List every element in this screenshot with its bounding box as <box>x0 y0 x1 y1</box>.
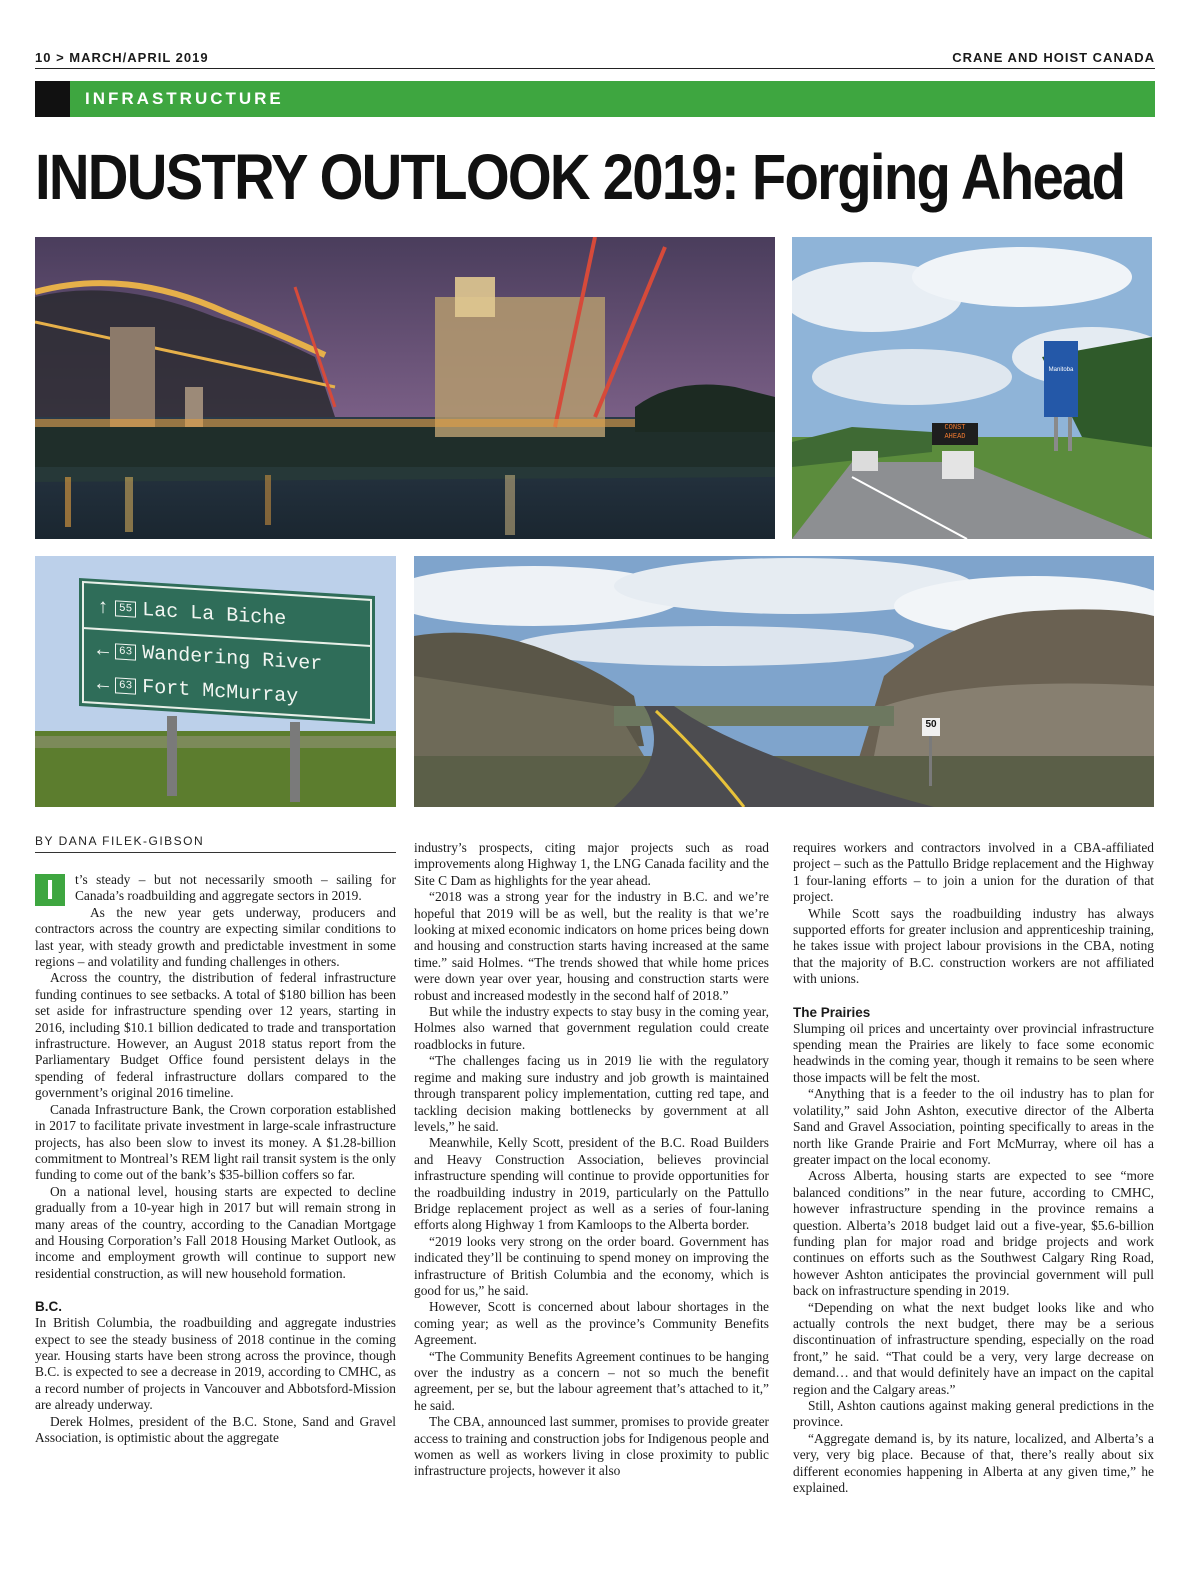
drop-cap: I <box>35 874 65 906</box>
arrow-up-icon: ↑ <box>97 595 110 620</box>
body-paragraph: As the new year gets underway, producers and contractors across the country are expecting similar conditions to last year, with steady growth and predictable investment in some regions – and volatility and funding challenges in others. <box>35 904 396 970</box>
article-column-2 <box>414 840 769 1480</box>
body-paragraph: Derek Holmes, president of the B.C. Stone, Sand and Gravel Association, is optimistic about the aggregate <box>35 1413 396 1445</box>
sign-place: Wandering River <box>142 641 323 676</box>
section-block <box>35 81 70 117</box>
highway-sign-rows <box>97 583 377 717</box>
body-paragraph: “Aggregate demand is, by its nature, localized, and Alberta’s a very, very big place. Because of that, there’s really about six different economies happening in Alberta at any given time,” he explained. <box>793 1430 1154 1496</box>
body-paragraph: Meanwhile, Kelly Scott, president of the B.C. Road Builders and Heavy Construction Association, believes provincial infrastructure spending will continue to provide opportunities for the roadbuilding industry in 2019, particularly on the Pattullo Bridge replacement project as well as a series of four-laning efforts along Highway 1 from Kamloops to the Alberta border. <box>414 1135 769 1233</box>
publication-name: CRANE AND HOIST CANADA <box>952 50 1155 65</box>
body-paragraph: However, Scott is concerned about labour shortages in the coming year; as well as the province’s Community Benefits Agreement. <box>414 1299 769 1348</box>
section-bar <box>35 81 1155 117</box>
body-paragraph: The CBA, announced last summer, promises to provide greater access to training and construction jobs for Indigenous people and women as well as workers living in close proximity to public infrastructure projects, however it also <box>414 1414 769 1479</box>
lead-text: t’s steady – but not necessarily smooth – sailing for Canada’s roadbuilding and aggregate sectors in 2019. <box>75 872 396 904</box>
photo-highway-sign <box>35 556 396 807</box>
body-paragraph: Still, Ashton cautions against making general predictions in the province. <box>793 1398 1154 1430</box>
body-paragraph: On a national level, housing starts are expected to decline gradually from a 10-year high in 2017 but will remain strong in many areas of the country, according to the Canadian Mortgage and Housing Corporation’s Fall 2018 Housing Market Outlook, as income and employment growth will continue to support new residential construction, as will new household formation. <box>35 1183 396 1281</box>
body-paragraph: industry’s prospects, citing major projects such as road improvements along Highway 1, the LNG Canada facility and the Site C Dam as highlights for the year ahead. <box>414 840 769 888</box>
byline: BY DANA FILEK-GIBSON <box>35 834 205 848</box>
body-paragraph: Canada Infrastructure Bank, the Crown corporation established in 2017 to facilitate private investment in large-scale infrastructure projects, has also been slow to invest its money. A $1.28-billion commitment to Montreal’s REM light rail transit system is the only funding to come out of the bank’s $35-billion coffers so far. <box>35 1101 396 1183</box>
sign-place: Lac La Biche <box>142 598 287 631</box>
body-paragraph: In British Columbia, the roadbuilding and aggregate industries expect to see the steady business of 2018 continue in the coming year. Housing starts have been strong across the province, though B.C. is expected to see a decrease in 2019, according to CMHC, as a record number of projects in Vancouver and Abbotsford-Mission are already underway. <box>35 1315 396 1413</box>
sign-place: Fort McMurray <box>142 675 299 709</box>
byline-divider <box>35 852 396 853</box>
article-column-1 <box>35 872 396 1446</box>
section-label: INFRASTRUCTURE <box>85 89 284 108</box>
arrow-left-icon: ← <box>97 638 110 663</box>
body-paragraph: “2018 was a strong year for the industry in B.C. and we’re hopeful that 2019 will be as well, but the reality is that we’re looking at mixed economic indicators on home prices being down and housing and construction starts having increased at the same time.” said Holmes. “The trends showed that while home prices were down year over year, housing and construction starts were robust and increased modestly in the second half of 2018.” <box>414 889 769 1003</box>
subheading-prairies: The Prairies <box>793 1004 871 1020</box>
lead-paragraph <box>35 872 396 905</box>
body-paragraph: “Anything that is a feeder to the oil industry has to plan for volatility,” said John Ashton, executive director of the Alberta Sand and Gravel Association, pointing specifically to areas in the north like Grande Prairie and Fort McMurray, where oil has a greater impact on the local economy. <box>793 1086 1154 1167</box>
body-paragraph: While Scott says the roadbuilding industry has always supported efforts for greater inclusion and apprenticeship training, he takes issue with project labour provisions in the CBA, noting that the majority of B.C. construction workers are not affiliated with unions. <box>793 905 1154 987</box>
construction-ahead-sign-text: CONST AHEAD <box>944 424 966 441</box>
body-paragraph: But while the industry expects to stay busy in the coming year, Holmes also warned that government regulation could create roadblocks in future. <box>414 1004 769 1052</box>
subheading-bc: B.C. <box>35 1299 62 1315</box>
body-paragraph: Across the country, the distribution of federal infrastructure funding continues to see setbacks. A total of $180 billion has been set aside for infrastructure spending over 12 years, starting in 2016, including $10.1 billion dedicated to trade and transportation infrastructure. However, an August 2018 status report from the Parliamentary Budget Office found persistent delays in the spending of federal infrastructure dollars compared to the government’s original 2016 timeline. <box>35 970 396 1101</box>
body-paragraph: requires workers and contractors involved in a CBA-affiliated project – such as the Pattullo Bridge replacement and the Highway 1 four-laning efforts – to join a union for the duration of that project. <box>793 840 1154 905</box>
arrow-left-icon: ← <box>97 672 110 697</box>
body-paragraph: “The challenges facing us in 2019 lie with the regulatory regime and making sure industry and job growth is maintained through transparent policy implementation, cutting red tape, and tackling decision making bottlenecks by government at all levels,” he said. <box>414 1053 769 1134</box>
photo-bridge-construction <box>35 237 775 539</box>
speed-limit-sign: 50 <box>925 719 937 730</box>
page-issue: 10 > MARCH/APRIL 2019 <box>35 50 209 65</box>
headline: INDUSTRY OUTLOOK 2019: Forging Ahead <box>35 141 1125 213</box>
route-shield: 63 <box>115 677 136 694</box>
body-paragraph: Slumping oil prices and uncertainty over provincial infrastructure spending mean the Prairies are likely to face some economic headwinds in the coming year, though it remains to be seen where those impacts will be felt the most. <box>793 1020 1154 1085</box>
manitoba-sign-text: Manitoba <box>1048 367 1074 373</box>
body-paragraph: “Depending on what the next budget looks like and who actually controls the next budget, there may be a serious discontinuation of infrastructure spending, especially on the road front,” he said. “That could be a very, very large decrease on demand… and that would definitely have an impact on the capital region and the Calgary areas.” <box>793 1299 1154 1397</box>
header-divider <box>35 68 1155 69</box>
body-paragraph: “The Community Benefits Agreement continues to be hanging over the industry as a concern – not so much the benefit agreement, per se, but the labour agreement that’s attached to it,” he said. <box>414 1348 769 1413</box>
body-paragraph: Across Alberta, housing starts are expected to see “more balanced conditions” in the near future, according to CMHC, however infrastructure spending in the province remains a question. Alberta’s 2018 budget laid out a five-year, $5.6-billion funding plan for major road and bridge projects and work continues on efforts such as the Southwest Calgary Ring Road, however Ashton anticipates the provincial government will pull back on infrastructure spending in 2019. <box>793 1168 1154 1299</box>
body-paragraph: “2019 looks very strong on the order board. Government has indicated they’ll be continuing to spend money on improving the infrastructure of British Columbia and the economy, which is good for us,” he said. <box>414 1233 769 1298</box>
article-column-3 <box>793 840 1154 1496</box>
photo-badlands-road <box>414 556 1154 807</box>
route-shield: 63 <box>115 643 136 660</box>
route-shield: 55 <box>115 600 136 617</box>
photo-manitoba-road <box>792 237 1152 539</box>
